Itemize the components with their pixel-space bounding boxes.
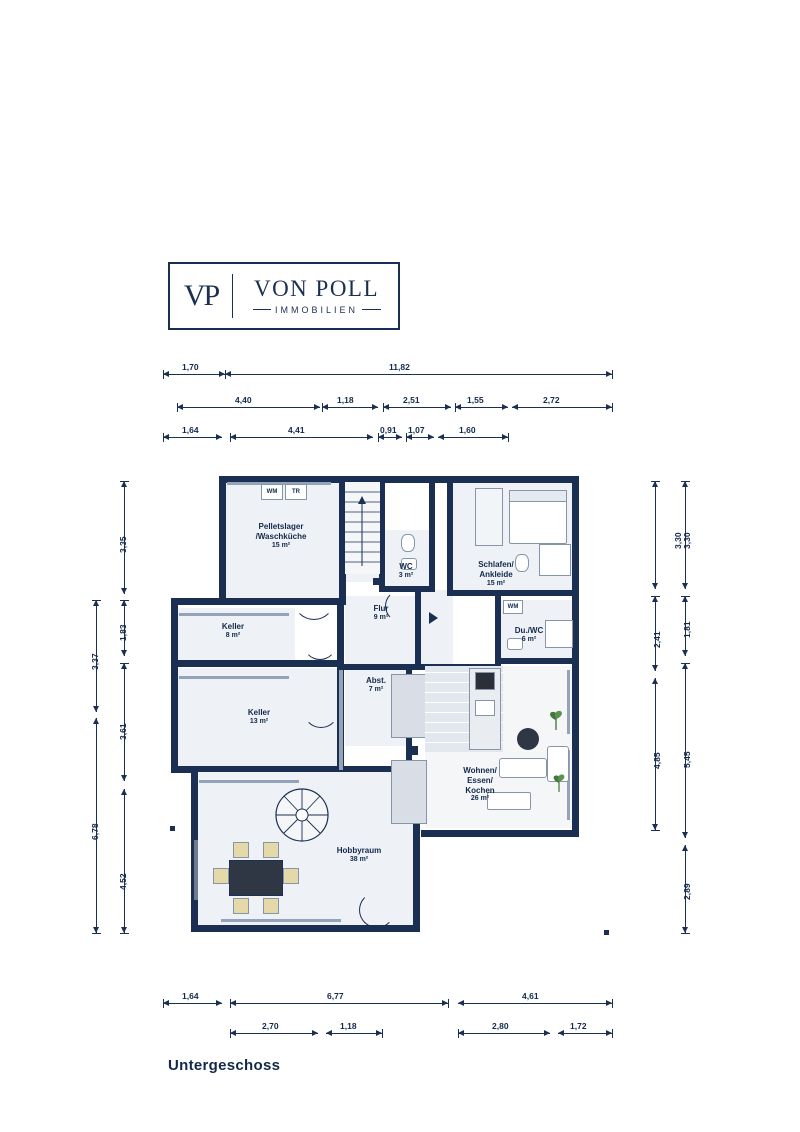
door-keller8 — [303, 626, 337, 660]
wall-outer-left-upper — [219, 476, 226, 604]
dim-right-3-30-line — [655, 481, 656, 589]
chair-4 — [263, 898, 279, 914]
dim-bottom-1-64-line — [163, 1003, 222, 1004]
dim-left-1-83: 1,83 — [118, 624, 128, 641]
window-line-left-1 — [179, 613, 289, 616]
dim-bottom-2-80: 2,80 — [492, 1021, 509, 1031]
dim-arrow — [216, 434, 222, 440]
dim-right-2-89: 2,89 — [682, 883, 692, 900]
dim-top-row1-seg1-line — [163, 374, 225, 375]
dim-top-1-70: 1,70 — [182, 362, 199, 372]
wall-note-vertical — [194, 840, 198, 900]
dim-bottom-1-18: 1,18 — [340, 1021, 357, 1031]
room-label-duwc: Du./WC 6 m² — [514, 626, 544, 643]
dim-top-row2-seg5-line — [512, 407, 612, 408]
dim-arrow — [216, 1000, 222, 1006]
dim-arrow — [652, 583, 658, 589]
dim-top-0-91: 0,91 — [380, 425, 397, 435]
appliance-label: WM — [266, 489, 278, 495]
chair-1 — [233, 842, 249, 858]
dim-arrow — [93, 718, 99, 724]
dim-arrow — [445, 404, 451, 410]
dim-endcap — [612, 1029, 613, 1038]
dim-endcap — [458, 1029, 459, 1038]
dim-right-4-85: 4,85 — [652, 752, 662, 769]
room-label-hobbyraum: Hobbyraum 38 m² — [336, 846, 382, 863]
dim-right-outer-3-30: 3,30 — [682, 532, 692, 549]
logo-brand-text: VON POLL — [253, 276, 380, 302]
floor-plan — [163, 470, 623, 940]
dim-bottom-2-70: 2,70 — [262, 1021, 279, 1031]
dim-arrow — [428, 434, 434, 440]
dim-endcap — [163, 433, 164, 442]
toilet-wc — [401, 534, 415, 552]
dim-top-4-40: 4,40 — [235, 395, 252, 405]
logo-monogram: VP — [183, 279, 219, 312]
dim-endcap — [378, 433, 379, 442]
dim-arrow — [652, 678, 658, 684]
dim-arrow — [682, 650, 688, 656]
corner-dot-right — [604, 930, 609, 935]
dim-bottom-1-72-line — [558, 1033, 612, 1034]
dim-endcap — [92, 933, 101, 934]
dim-endcap — [681, 596, 690, 597]
window-line-left-3 — [199, 780, 299, 783]
dim-endcap — [681, 933, 690, 934]
dim-left-6-78: 6,78 — [90, 823, 100, 840]
dim-endcap — [383, 403, 384, 412]
wall-schlafen-left — [447, 476, 453, 596]
room-label-schlafen: Schlafen/ Ankleide 15 m² — [478, 560, 514, 587]
dim-arrow — [121, 650, 127, 656]
appliance-tag-tr — [285, 484, 307, 500]
spiral-staircase-icon — [275, 788, 329, 842]
dim-top-row3-seg1-line — [163, 437, 222, 438]
chair-3 — [233, 898, 249, 914]
dim-left-4-52: 4,52 — [118, 873, 128, 890]
dim-endcap — [508, 433, 509, 442]
plant-icon-2 — [549, 770, 569, 792]
dim-bottom-6-77-line — [230, 1003, 448, 1004]
dim-endcap — [651, 830, 660, 831]
wall-outer-bottom-right — [421, 830, 579, 837]
dim-endcap — [681, 663, 690, 664]
room-label-wc: WC 3 m² — [398, 562, 414, 579]
room-label-flur: Flur 9 m² — [373, 604, 389, 621]
dim-top-1-18: 1,18 — [337, 395, 354, 405]
logo-subtitle-text: IMMOBILIEN — [275, 304, 359, 315]
door-abst — [349, 636, 383, 670]
appliance-label: WM — [507, 604, 519, 610]
dim-top-row3-seg2-line — [230, 437, 373, 438]
appliance-label: TR — [292, 489, 300, 495]
floor-title: Untergeschoss — [168, 1057, 281, 1074]
dim-arrow — [121, 789, 127, 795]
dim-endcap — [120, 600, 129, 601]
plant-icon-1 — [545, 706, 567, 730]
window-line-left-2 — [179, 676, 289, 679]
dim-endcap — [612, 999, 613, 1008]
round-table — [517, 728, 539, 750]
kitchen-sink — [475, 700, 495, 716]
von-poll-logo — [168, 262, 400, 330]
dim-endcap — [382, 1029, 383, 1038]
dim-arrow — [312, 1030, 318, 1036]
dim-top-1-55: 1,55 — [467, 395, 484, 405]
dim-top-1-64: 1,64 — [182, 425, 199, 435]
dim-arrow — [682, 583, 688, 589]
dim-top-row2-seg3-line — [383, 407, 451, 408]
dim-arrow — [682, 845, 688, 851]
vent-block-2 — [373, 578, 380, 585]
wall-duwc-bottom — [495, 658, 579, 664]
dim-arrow — [93, 706, 99, 712]
chair-6 — [283, 868, 299, 884]
dim-endcap — [681, 481, 690, 482]
dim-top-1-07: 1,07 — [408, 425, 425, 435]
door-keller13 — [303, 692, 339, 728]
dim-endcap — [230, 433, 231, 442]
dim-endcap — [120, 933, 129, 934]
logo-subtitle-rule — [253, 305, 381, 315]
dim-bottom-4-61: 4,61 — [522, 991, 539, 1001]
chair-5 — [213, 868, 229, 884]
wall-abst-inner-left — [339, 670, 343, 770]
door-hobby-bottom — [359, 892, 395, 928]
room-label-pelletslager: Pelletslager /Waschküche 15 m² — [255, 522, 307, 549]
wall-outer-right-lower — [572, 598, 579, 836]
dim-arrow — [652, 665, 658, 671]
dim-arrow — [502, 404, 508, 410]
wall-outer-right-upper — [572, 476, 579, 604]
dim-top-row1-seg2-line — [225, 374, 612, 375]
kitchen-stove — [475, 672, 495, 690]
door-pelletslager — [293, 578, 335, 620]
dim-endcap — [651, 596, 660, 597]
dim-right-2-41: 2,41 — [652, 631, 662, 648]
dim-top-2-72: 2,72 — [543, 395, 560, 405]
dim-endcap — [120, 481, 129, 482]
dim-top-row3-seg5-line — [438, 437, 508, 438]
dim-arrow — [314, 404, 320, 410]
dim-left-3-61: 3,61 — [118, 723, 128, 740]
dim-arrow — [458, 1000, 464, 1006]
chair-2 — [263, 842, 279, 858]
wardrobe — [475, 488, 503, 546]
dim-left-3-35: 3,35 — [118, 536, 128, 553]
dim-endcap — [230, 999, 231, 1008]
wall-hobby-top — [191, 766, 419, 772]
dim-endcap — [120, 663, 129, 664]
dim-top-row2-seg2-line — [322, 407, 378, 408]
dim-bottom-6-77: 6,77 — [327, 991, 344, 1001]
dim-top-4-41: 4,41 — [288, 425, 305, 435]
glass-panel-2 — [391, 760, 427, 824]
dim-arrow — [326, 1030, 332, 1036]
dim-endcap — [651, 481, 660, 482]
room-label-keller-8: Keller 8 m² — [221, 622, 245, 639]
dim-arrow — [372, 404, 378, 410]
appliance-tag-wm-1 — [261, 484, 283, 500]
dim-right-1-81: 1,81 — [682, 621, 692, 638]
dim-arrow — [438, 434, 444, 440]
room-label-wohnen: Wohnen/ Essen/ Kochen 26 m² — [463, 766, 497, 803]
door-hobby — [349, 738, 385, 774]
dim-bottom-1-72: 1,72 — [570, 1021, 587, 1031]
dim-bottom-1-18-line — [326, 1033, 382, 1034]
dim-arrow — [121, 775, 127, 781]
vent-block-1 — [409, 746, 418, 755]
dim-arrow — [367, 434, 373, 440]
dim-endcap — [177, 403, 178, 412]
dim-endcap — [230, 1029, 231, 1038]
dim-endcap — [163, 370, 164, 379]
wall-outer-left-mid — [171, 598, 178, 770]
dim-arrow — [121, 588, 127, 594]
dim-right-3-30: 3,30 — [673, 532, 683, 549]
dim-bottom-2-80-line — [458, 1033, 550, 1034]
dim-endcap — [612, 370, 613, 379]
door-wohnen — [537, 666, 573, 702]
dim-arrow — [544, 1030, 550, 1036]
wall-keller8-bottom — [171, 660, 343, 667]
dim-right-5-45: 5,45 — [682, 751, 692, 768]
dim-top-row2-seg1-line — [177, 407, 320, 408]
dim-endcap — [163, 999, 164, 1008]
dim-arrow — [682, 832, 688, 838]
bed-headboard — [509, 490, 567, 502]
dim-endcap — [448, 999, 449, 1008]
corner-dot-left — [170, 826, 175, 831]
dim-endcap — [225, 370, 226, 379]
dim-bottom-1-64: 1,64 — [182, 991, 199, 1001]
dim-endcap — [322, 403, 323, 412]
dim-top-11-82: 11,82 — [389, 362, 410, 372]
dim-endcap — [455, 403, 456, 412]
wall-schlafen-bottom — [447, 590, 579, 596]
room-label-abst: Abst. 7 m² — [366, 676, 386, 693]
direction-arrow-icon — [429, 612, 439, 624]
dim-arrow — [558, 1030, 564, 1036]
dim-top-1-60: 1,60 — [459, 425, 476, 435]
dim-endcap — [92, 600, 101, 601]
dim-endcap — [612, 403, 613, 412]
room-label-keller-13: Keller 13 m² — [247, 708, 271, 725]
dim-top-2-51: 2,51 — [403, 395, 420, 405]
dim-bottom-4-61-line — [458, 1003, 612, 1004]
hobby-dining-table — [229, 860, 283, 896]
dim-left-4-52-line — [124, 789, 125, 933]
dim-left-3-61-line — [124, 663, 125, 781]
wall-step-left-h — [171, 598, 226, 605]
shower-tray — [539, 544, 571, 576]
dim-left-3-37: 3,37 — [90, 653, 100, 670]
window-line-bottom — [221, 919, 341, 922]
dim-arrow — [512, 404, 518, 410]
dim-top-row2-seg4-line — [455, 407, 508, 408]
dim-bottom-2-70-line — [230, 1033, 318, 1034]
dim-endcap — [406, 433, 407, 442]
staircase-icon — [345, 482, 380, 574]
